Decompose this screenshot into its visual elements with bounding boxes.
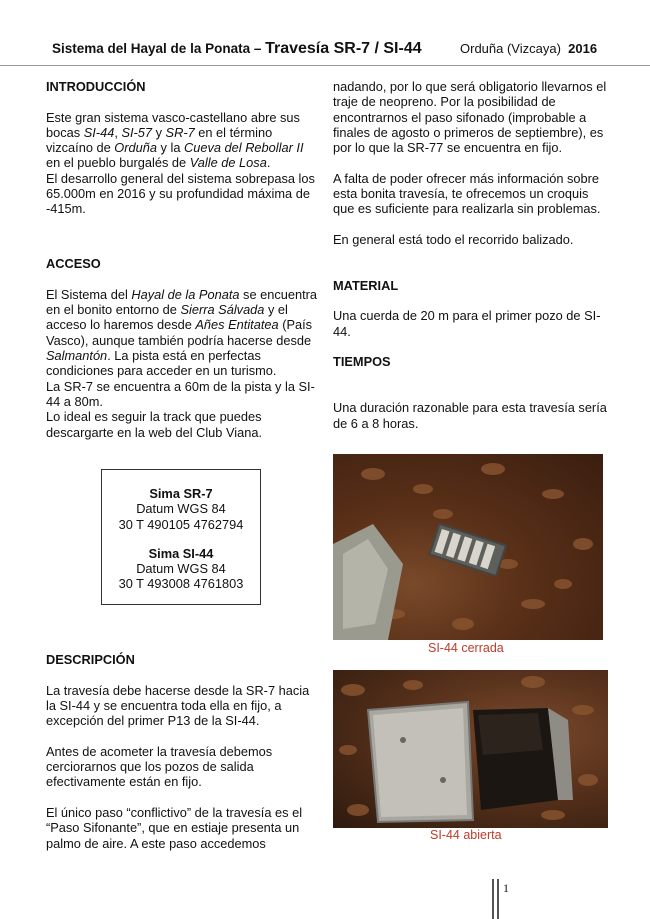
descripcion-paragraph-1: La travesía debe hacerse desde la SR-7 hacia la SI-44 y se encuentra toda ella en fijo, a excepción del primer P13 de la SI-44.	[46, 682, 310, 729]
intro-heading: INTRODUCCIÓN	[46, 79, 146, 94]
right-paragraph-3: En general está todo el recorrido balizado.	[333, 231, 574, 247]
sima-si44-datum: Datum WGS 84	[136, 561, 226, 577]
right-paragraph-1: nadando, por lo que será obligatorio llevarnos el traje de neopreno. Por la posibilidad de encontrarnos el paso sifonado (improbable a finales de agosto o primeros de septiembre), es por lo que la SR-77 se encuentra en fijo.	[333, 79, 607, 156]
photo-si44-open-illustration	[333, 670, 608, 828]
location-text: Orduña (Vizcaya)	[460, 41, 561, 56]
photo-si44-closed	[333, 454, 603, 640]
material-text: Una cuerda de 20 m para el primer pozo de SI-44.	[333, 308, 601, 339]
coordinates-box	[101, 469, 261, 605]
acceso-paragraph-3: Lo ideal es seguir la track que puedes descargarte en la web del Club Viana.	[46, 409, 263, 440]
header-location	[460, 41, 597, 56]
material-heading: MATERIAL	[333, 277, 399, 293]
photo-caption-closed: SI-44 cerrada	[428, 641, 504, 655]
title-traverse: Travesía SR-7 / SI-44	[265, 40, 422, 57]
title-system: Sistema del Hayal de la Ponata –	[52, 41, 266, 56]
intro-paragraph-1: Este gran sistema vasco-castellano abre sus bocas SI-44, SI-57 y SR-7 en el término vizcaíno de Orduña y la Cueva del Rebollar II en el pueblo burgalés de Valle de Losa.	[46, 109, 304, 171]
photo-si44-closed-illustration	[333, 454, 603, 640]
page-header	[0, 0, 650, 66]
sima-sr7-datum: Datum WGS 84	[136, 501, 226, 517]
descripcion-heading: DESCRIPCIÓN	[46, 652, 135, 667]
header-year: 2016	[568, 41, 598, 56]
intro-paragraph-2: El desarrollo general del sistema sobrepasa los 65.000m en 2016 y su profundidad máxima de -415m.	[46, 170, 315, 217]
acceso-paragraph-1: El Sistema del Hayal de la Ponata se encuentra en el bonito entorno de Sierra Sálvada y el acceso lo haremos desde Añes Entitatea (País Vasco), aunque también podría hacerse desde Salmantón. La pista está en perfectas condiciones para acceder en un turismo.	[46, 286, 318, 379]
footer-bar-right	[497, 879, 499, 919]
sima-si44-coord: 30 T 493008 4761803	[118, 576, 244, 592]
sima-si44-name: Sima SI-44	[148, 545, 214, 561]
header-divider	[0, 65, 650, 66]
photo-si44-open	[333, 670, 608, 828]
acceso-heading: ACCESO	[46, 256, 101, 272]
descripcion-paragraph-3: El único paso “conflictivo” de la travesía es el “Paso Sifonante”, que en estiaje presenta un palmo de aire. A este paso accedemos	[46, 804, 303, 851]
descripcion-section	[46, 652, 321, 851]
right-column	[333, 79, 608, 431]
tiempos-text: Una duración razonable para esta travesía sería de 6 a 8 horas.	[333, 400, 607, 431]
photo-caption-open: SI-44 abierta	[430, 828, 502, 842]
document-title	[52, 40, 422, 58]
tiempos-heading: TIEMPOS	[333, 354, 391, 370]
sima-sr7-coord: 30 T 490105 4762794	[118, 516, 244, 532]
sima-sr7-name: Sima SR-7	[149, 486, 213, 501]
right-paragraph-2: A falta de poder ofrecer más información sobre esta bonita travesía, te ofrecemos un croquis que es suficiente para realizarla sin problemas.	[333, 170, 601, 217]
left-column	[46, 79, 321, 440]
acceso-paragraph-2: La SR-7 se encuentra a 60m de la pista y la SI-44 a 80m.	[46, 378, 315, 409]
footer-bar-left	[492, 879, 494, 919]
descripcion-paragraph-2: Antes de acometer la travesía debemos cerciorarnos que los pozos de salida efectivamente están en fijo.	[46, 743, 273, 790]
page-number: 1	[503, 881, 509, 895]
